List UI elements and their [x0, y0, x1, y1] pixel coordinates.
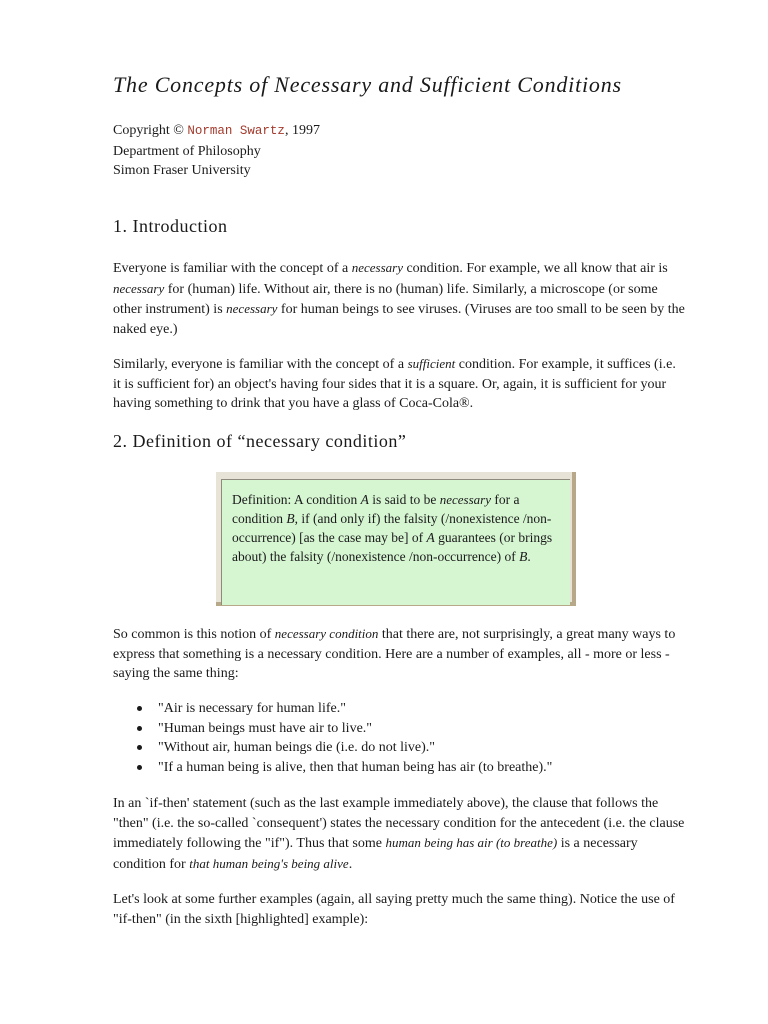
university-line: Simon Fraser University [113, 163, 251, 178]
intro-paragraph-2: Similarly, everyone is familiar with the concept of a sufficient condition. For example, it suffices (i.e. it is sufficient for) an object's having four sides that it is a square. Or, again, it is sufficient for your having something to drink that you have a glass of Coca-Cola®. [113, 356, 676, 411]
body-paragraph-further-examples: Let's look at some further examples (again, all saying pretty much the same thing). Notice the use of "if-then" (in the sixth [highlighted] example): [113, 892, 675, 927]
section-heading-introduction: 1. Introduction [113, 216, 228, 236]
copyright-line [113, 121, 320, 142]
intro-paragraph-1: Everyone is familiar with the concept of a necessary condition. For example, we all know that air is necessary for (human) life. Without air, there is no (human) life. Similarly, a microscope (or some other instrument) is necessary for human beings to see viruses. (Viruses are too small to be seen by the naked eye.) [113, 260, 685, 337]
copyright-year: , 1997 [284, 123, 320, 138]
examples-list [113, 699, 718, 777]
section-heading-definition: 2. Definition of “necessary condition” [113, 431, 407, 451]
body-paragraph-common-notion: So common is this notion of necessary condition that there are, not surprisingly, a great many ways to express that something is a necessary condition. Here are a number of examples, all - more or less - saying the same thing: [113, 626, 676, 681]
credits-block [113, 121, 320, 181]
body-paragraph-if-then: In an `if-then' statement (such as the last example immediately above), the clause that follows the "then" (i.e. the so-called `consequent') states the necessary condition for the antecedent (i.e. the clause immediately following the "if"). Thus that some human being has air (to breathe) is a necessary condition for that human being's being alive. [113, 796, 685, 872]
list-item: "Without air, human beings die (i.e. do not live)." [158, 738, 718, 758]
document-title: The Concepts of Necessary and Sufficient Conditions [113, 72, 622, 97]
list-item: "If a human being is alive, then that human being has air (to breathe)." [158, 758, 718, 778]
department-line: Department of Philosophy [113, 143, 261, 159]
list-item: "Human beings must have air to live." [158, 719, 718, 739]
author-link[interactable]: Norman Swartz [187, 124, 285, 138]
copyright-prefix: Copyright © [113, 123, 184, 138]
definition-box: Definition: A condition A is said to be necessary for a condition B, if (and only if) the falsity (/nonexistence /non-occurrence) [as the case may be] of A guarantees (or brings about) the falsity (/nonexistence /non-occurrence) of B. [221, 479, 570, 605]
list-item: "Air is necessary for human life." [158, 699, 718, 719]
